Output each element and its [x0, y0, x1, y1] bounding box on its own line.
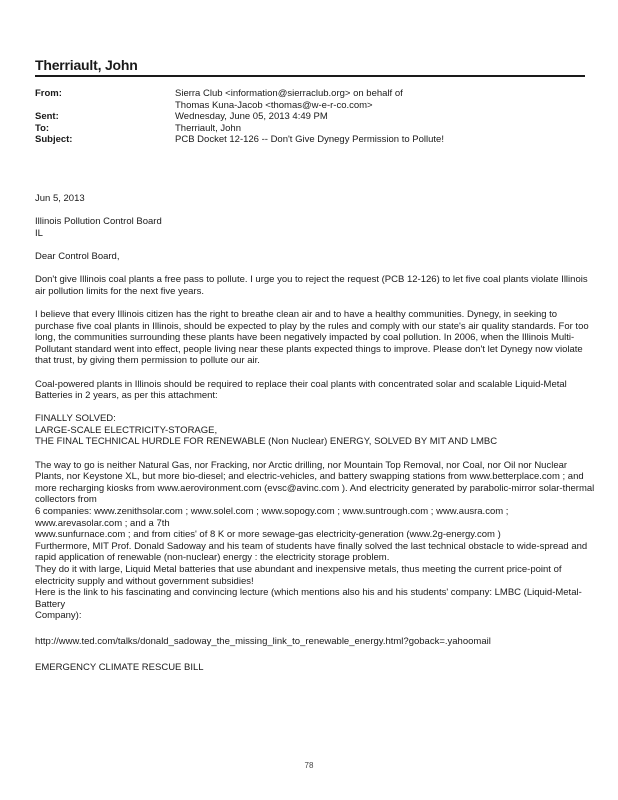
to-value: Therriault, John: [175, 122, 242, 134]
closing-line: EMERGENCY CLIMATE RESCUE BILL: [35, 661, 204, 673]
letter-date: Jun 5, 2013: [35, 193, 85, 204]
salutation: Dear Control Board,: [35, 250, 120, 262]
page-number: 78: [304, 761, 314, 770]
paragraph-1: Don't give Illinois coal plants a free pass to pollute. I urge you to reject the request (PCB 12-126) to let five coal plants violate Illinois air pollution limits for the next five years.: [35, 274, 588, 297]
sent-row: [35, 111, 595, 123]
subject-value: PCB Docket 12-126 -- Don't Give Dynegy Permission to Pollute!: [175, 134, 444, 146]
lecture-link[interactable]: http://www.ted.com/talks/donald_sadoway_the_missing_link_to_renewable_energy.html?goback=.yahoomail: [35, 635, 491, 647]
paragraph-5-line-4: Company):: [35, 610, 82, 622]
email-header: [35, 88, 595, 146]
paragraph-5-line-2: They do it with large, Liquid Metal batteries that use abundant and inexpensive metals, thus meeting the current price-point of electricity supply and without government subsidies!: [35, 564, 562, 587]
to-row: [35, 123, 595, 135]
paragraph-4-line-2: 6 companies: www.zenithsolar.com ; www.solel.com ; www.sopogy.com ; www.suntrough.com ; www.ausra.com ; www.arevasolar.com ; and a 7th: [35, 506, 509, 529]
paragraph-5-line-3: Here is the link to his fascinating and convincing lecture (which mentions also his and his students' company: LMBC (Liquid-Metal-Battery: [35, 587, 582, 610]
recipient-line-2: IL: [35, 227, 43, 239]
solved-line-2: LARGE-SCALE ELECTRICITY-STORAGE,: [35, 424, 218, 436]
paragraph-3: Coal-powered plants in Illinois should be required to replace their coal plants with concentrated solar and scalable Liquid-Metal Batteries in 2 years, as per this attachment:: [35, 378, 567, 402]
sender-name: Therriault, John: [35, 57, 138, 73]
solved-line-1: FINALLY SOLVED:: [35, 413, 116, 425]
from-label: From:: [35, 88, 62, 99]
solved-line-3: THE FINAL TECHNICAL HURDLE FOR RENEWABLE (Non Nuclear) ENERGY, SOLVED BY MIT AND LMBC: [35, 436, 498, 448]
from-value: Sierra Club <information@sierraclub.org> on behalf of Thomas Kuna-Jacob <thomas@w-e-r-co.com>: [175, 88, 403, 111]
sent-label: Sent:: [35, 111, 59, 123]
to-label: To:: [35, 122, 50, 134]
paragraph-4-line-3: www.sunfurnace.com ; and from cities' of 8 K or more sewage-gas electricity-generation (www.2g-energy.com ): [35, 529, 501, 541]
subject-label: Subject:: [35, 134, 73, 146]
paragraph-5: Furthermore, MIT Prof. Donald Sadoway and his team of students have finally solved the last technical obstacle to wide-spread and rapid application of renewable (non-nuclear) energy : the electricity storage problem.: [35, 540, 588, 564]
header-rule: [35, 75, 585, 77]
subject-row: [35, 134, 595, 146]
paragraph-2: I believe that every Illinois citizen has the right to breathe clean air and to have a healthy communities. Dynegy, in seeking to purchase five coal plants in Illinois, should be expected to play by the rules and comply with our state's air quality standards. For too long, the communities surrounding these plants have been negatively impacted by coal pollution. In 2006, when the Illinois Multi-Pollutant standard went into effect, people living near these plants expected things to improve. Please don't let Dynegy now violate that trust, by giving them permission to pollute our air.: [35, 308, 589, 367]
email-body: [35, 193, 595, 673]
sent-value: Wednesday, June 05, 2013 4:49 PM: [175, 111, 328, 123]
recipient-line-1: Illinois Pollution Control Board: [35, 216, 162, 228]
from-row: [35, 88, 595, 111]
paragraph-4: The way to go is neither Natural Gas, nor Fracking, nor Arctic drilling, nor Mountain Top Removal, nor Coal, nor Oil nor Nuclear Plants, nor Keystone XL, but more bio-diesel; and electric-vehicles, and battery swapping stations from www.betterplace.com ; and more recharging kiosks from www.aerovironment.com (evsc@avinc.com ). And electricity generated by parabolic-mirror solar-thermal collectors from: [35, 459, 595, 506]
